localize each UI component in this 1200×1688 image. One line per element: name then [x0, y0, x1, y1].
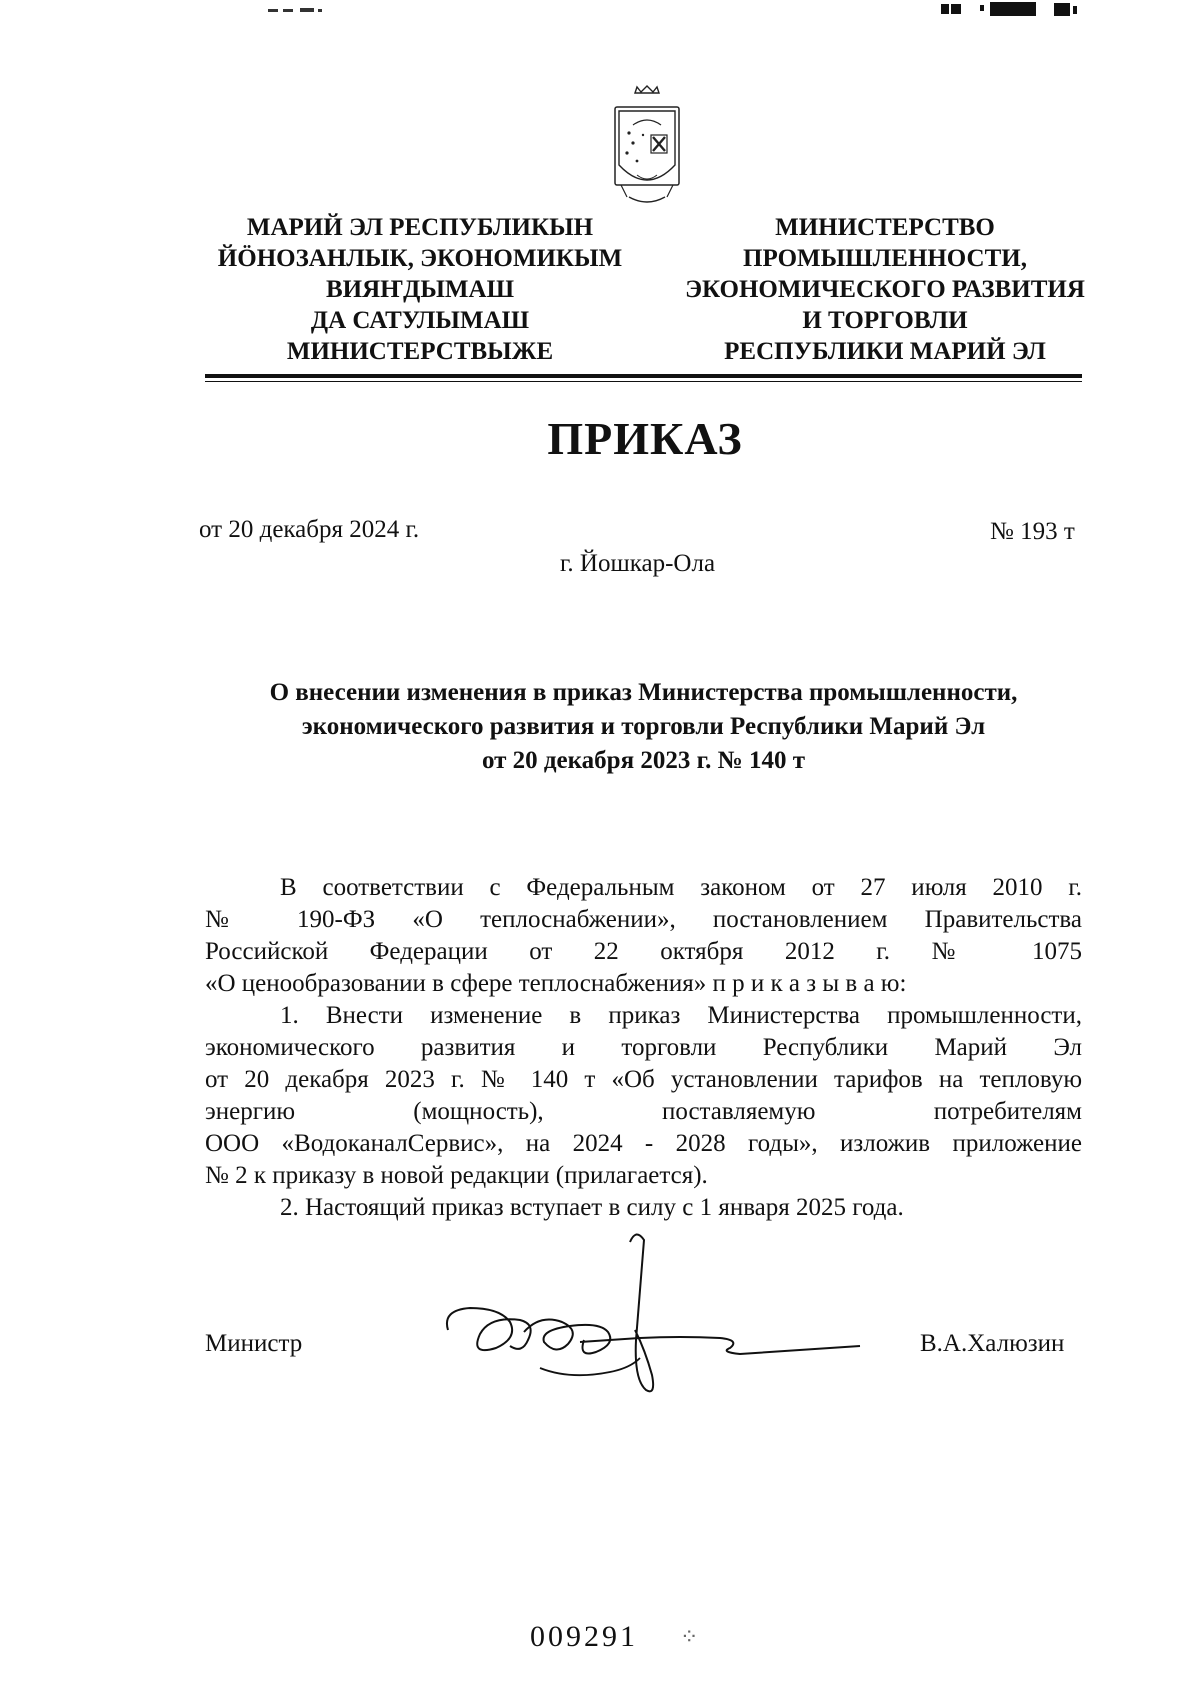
subject-line: экономического развития и торговли Республики Марий Эл	[301, 713, 986, 740]
header-left-line: ДА САТУЛЫМАШ	[310, 307, 530, 334]
header-left-line: ВИЯҤДЫМАШ	[325, 276, 515, 303]
body-line: № 190-ФЗ «О теплоснабжении», постановлением Правительства	[205, 906, 1082, 933]
header-right-line: МИНИСТЕРСТВО	[775, 214, 995, 241]
body-line: «О ценообразовании в сфере теплоснабжения» п р и к а з ы в а ю:	[205, 970, 907, 997]
scan-artifacts	[0, 0, 1200, 20]
document-city: г. Йошкар-Ола	[560, 550, 716, 577]
header-left-line: МИНИСТЕРСТВЫЖЕ	[286, 338, 554, 365]
body-line: экономического развития и торговли Республики Марий Эл	[205, 1034, 1082, 1061]
serial-stamp-mark: ⁘	[680, 1624, 699, 1649]
header-left-line: МАРИЙ ЭЛ РЕСПУБЛИКЫН	[246, 214, 594, 241]
body-line: 1. Внести изменение в приказ Министерства промышленности,	[280, 1002, 1082, 1029]
subject-line: О внесении изменения в приказ Министерства промышленности,	[269, 679, 1018, 706]
header-right-line: ПРОМЫШЛЕННОСТИ,	[743, 245, 1027, 272]
subject-line: от 20 декабря 2023 г. № 140 т	[481, 747, 806, 774]
body-line: ООО «ВодоканалСервис», на 2024 - 2028 годы», изложив приложение	[205, 1130, 1082, 1157]
body-line: В соответствии с Федеральным законом от 27 июля 2010 г.	[280, 874, 1082, 901]
document-date: от 20 декабря 2024 г.	[199, 516, 420, 543]
header-divider-thin	[205, 381, 1082, 382]
header-russian-ministry-name	[660, 212, 1110, 367]
document-serial-number: 009291	[530, 1620, 638, 1653]
handwritten-signature	[440, 1230, 880, 1400]
header-right-line: РЕСПУБЛИКИ МАРИЙ ЭЛ	[724, 338, 1046, 365]
document-subject	[205, 676, 1082, 778]
document-title: ПРИКАЗ	[547, 413, 743, 464]
signatory-name: В.А.Халюзин	[920, 1330, 1065, 1357]
header-right-line: И ТОРГОВЛИ	[802, 307, 968, 334]
header-mari-ministry-name	[205, 212, 635, 367]
header-divider-thick	[205, 374, 1082, 378]
document-number: № 193 т	[990, 518, 1075, 545]
body-line: 2. Настоящий приказ вступает в силу с 1 января 2025 года.	[280, 1194, 904, 1221]
coat-of-arms-emblem	[607, 85, 687, 215]
document-body	[205, 872, 1082, 1224]
header-right-line: ЭКОНОМИЧЕСКОГО РАЗВИТИЯ	[685, 276, 1085, 303]
body-line: энергию (мощность), поставляемую потребителям	[205, 1098, 1082, 1125]
header-left-line: ЙӦНОЗАНЛЫК, ЭКОНОМИКЫМ	[217, 245, 623, 272]
signatory-title: Министр	[205, 1330, 303, 1357]
body-line: от 20 декабря 2023 г. № 140 т «Об установлении тарифов на тепловую	[205, 1066, 1082, 1093]
body-line: Российской Федерации от 22 октября 2012 г. № 1075	[205, 938, 1082, 965]
body-line: № 2 к приказу в новой редакции (прилагается).	[205, 1162, 708, 1189]
